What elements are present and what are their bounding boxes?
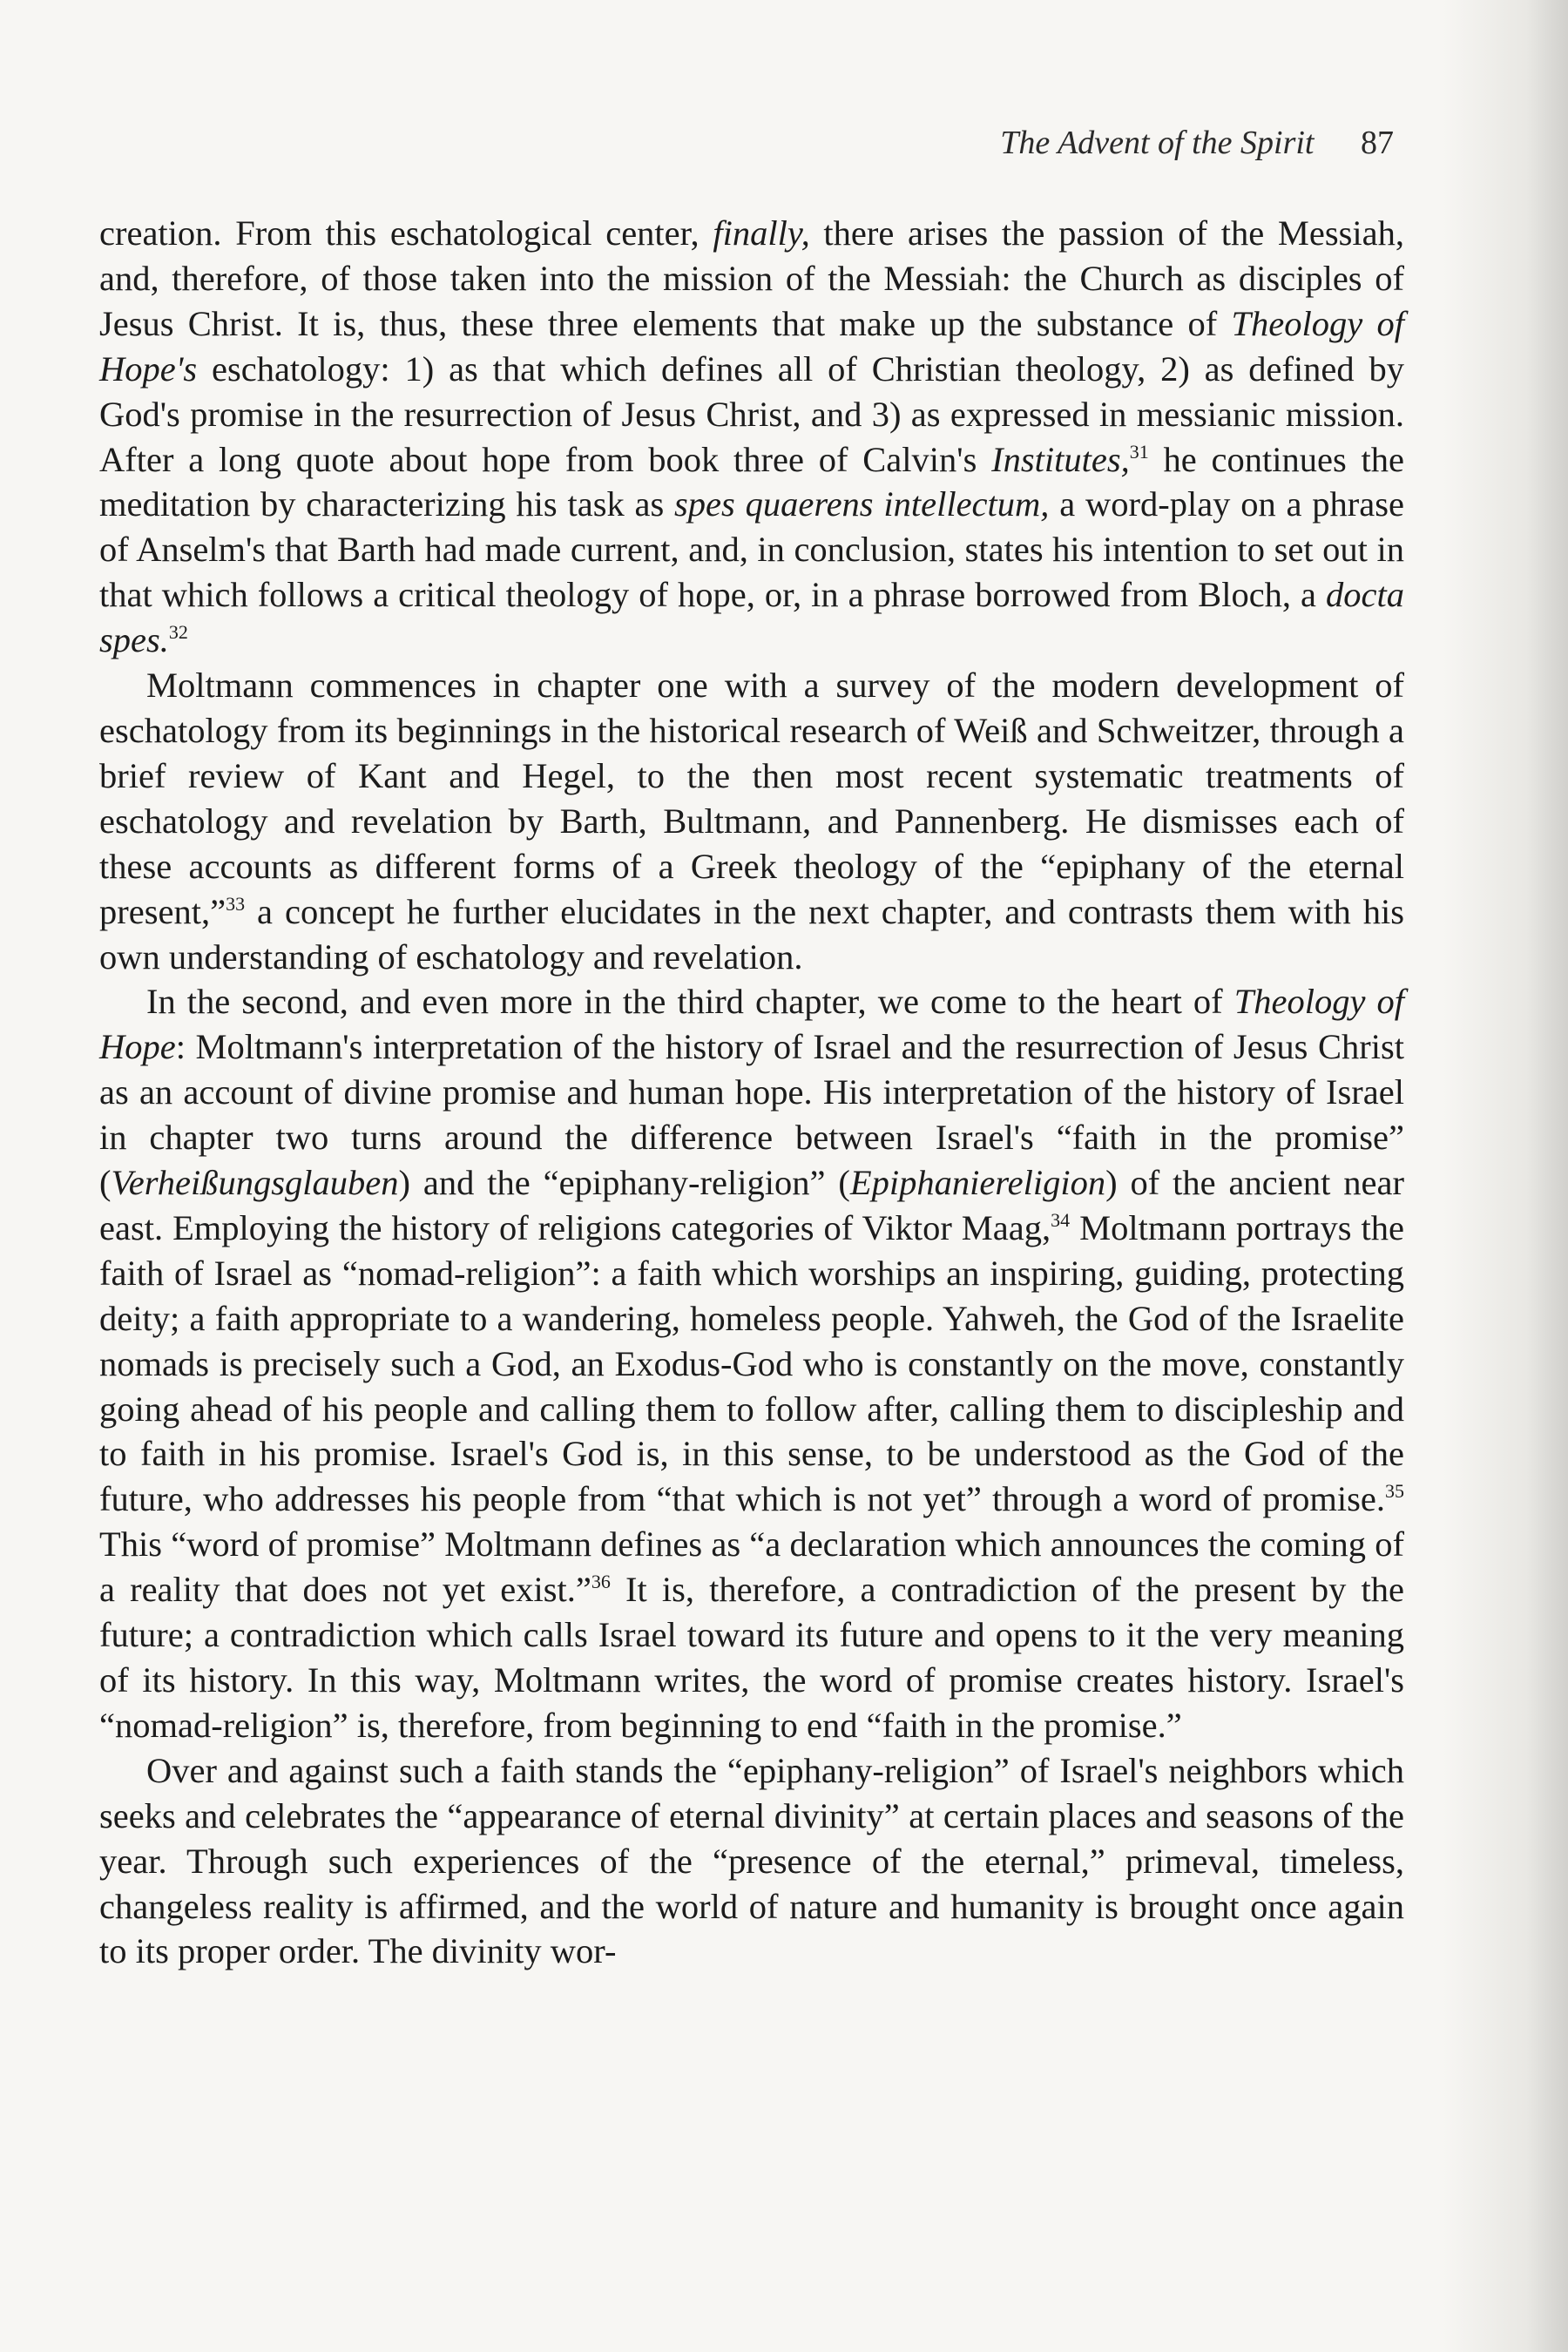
- text-run: a word-play on a phrase of Anselm's that Barth had made current, and, in conclusion, states his intention to set out in that which follows a critical theology of hope, or, in a phrase borrowed from Bloch, a: [99, 484, 1404, 615]
- italic-text: Verheißungsglauben: [111, 1163, 399, 1203]
- text-run: This “word of promise” Moltmann defines as “a declaration which announces the coming of a reality that does not yet exist.”: [99, 1524, 1404, 1610]
- text-run: Over and against such a faith stands the “epiphany-religion” of Israel's neighbors which seeks and celebrates the “appearance of eternal divinity” at certain places and seasons of the year. Through such experiences of the “presence of the eternal,” primeval, timeless, changeless reality is affirmed, and the world of nature and humanity is brought once again to its proper order. The divinity wor-: [99, 1750, 1404, 1971]
- paragraph: [99, 211, 1404, 663]
- text-run: In the second, and even more in the third chapter, we come to the heart of: [146, 982, 1234, 1022]
- italic-text: Institutes,: [991, 439, 1130, 479]
- text-run: there arises the passion of the Messiah, and, therefore, of those taken into the mission of the Messiah: the Church as disciples of Jesus Christ. It is, thus, these three elements that make up the substance of: [99, 213, 1404, 343]
- text-run: he continues the meditation by characterizing his task as: [99, 439, 1404, 524]
- page-number: 87: [1361, 125, 1394, 161]
- text-run: eschatology: 1) as that which defines all of Christian theology, 2) as defined by God's promise in the resurrection of Jesus Christ, and 3) as expressed in messianic mission. After a long quote about hope from book three of Calvin's: [99, 348, 1404, 479]
- footnote-ref: 33: [226, 892, 246, 915]
- paragraph: [99, 979, 1404, 1747]
- footnote-ref: 35: [1385, 1480, 1404, 1503]
- text-run: ) and the “epiphany-religion” (: [398, 1163, 850, 1203]
- running-header: [871, 122, 1394, 164]
- footnote-ref: 31: [1129, 440, 1149, 463]
- text-run: a concept he further elucidates in the next chapter, and contrasts them with his own understanding of eschatology and revelation.: [99, 891, 1404, 977]
- text-run: Moltmann portrays the faith of Israel as “nomad-religion”: a faith which worships an inspiring, guiding, protecting deity; a faith appropriate to a wandering, homeless people. Yahweh, the God of the Israelite nomads is precisely such a God, an Exodus-God who is constantly on the move, constantly going ahead of his people and calling them to follow after, calling them to discipleship and to faith in his promise. Israel's God is, in this sense, to be understood as the God of the future, who addresses his people from “that which is not yet” through a word of promise.: [99, 1207, 1405, 1519]
- footnote-ref: 34: [1051, 1208, 1071, 1231]
- italic-text: docta spes.: [99, 575, 1404, 660]
- paragraph: [99, 1748, 1404, 1975]
- text-run: ) of the ancient near east. Employing the history of religions categories of Viktor Maag,: [99, 1163, 1404, 1247]
- italic-text: finally,: [713, 213, 810, 253]
- italic-text: Theology of Hope's: [99, 303, 1404, 389]
- footnote-ref: 36: [591, 1571, 611, 1593]
- text-run: It is, therefore, a contradiction of the present by the future; a contradiction which calls Israel toward its future and opens to it the very meaning of its history. In this way, Moltmann writes, the word of promise creates history. Israel's “nomad-religion” is, therefore, from beginning to end “faith in the promise.”: [99, 1570, 1404, 1745]
- italic-text: Epiphaniereligion: [849, 1163, 1106, 1203]
- italic-text: spes quaerens intellectum,: [674, 484, 1050, 524]
- italic-text: Theology of Hope: [99, 982, 1404, 1067]
- text-run: Moltmann commences in chapter one with a survey of the modern development of eschatology from its beginnings in the historical research of Weiß and Schweitzer, through a brief review of Kant and Hegel, to the then most recent systematic treatments of eschatology and revelation by Barth, Bultmann, and Pannenberg. He dismisses each of these accounts as different forms of a Greek theology of the “epiphany of the eternal present,”: [99, 666, 1404, 931]
- footnote-ref: 32: [168, 621, 188, 644]
- text-run: : Moltmann's interpretation of the history of Israel and the resurrection of Jesus Christ as an account of divine promise and human hope. His interpretation of the history of Israel in chapter two turns around the difference between Israel's “faith in the promise” (: [99, 1027, 1404, 1203]
- body-text: [99, 211, 1404, 1974]
- paragraph: [99, 663, 1404, 979]
- page-edge-shadow: [1526, 0, 1568, 2352]
- chapter-title: The Advent of the Spirit: [1000, 125, 1315, 161]
- text-run: creation. From this eschatological center,: [99, 213, 713, 253]
